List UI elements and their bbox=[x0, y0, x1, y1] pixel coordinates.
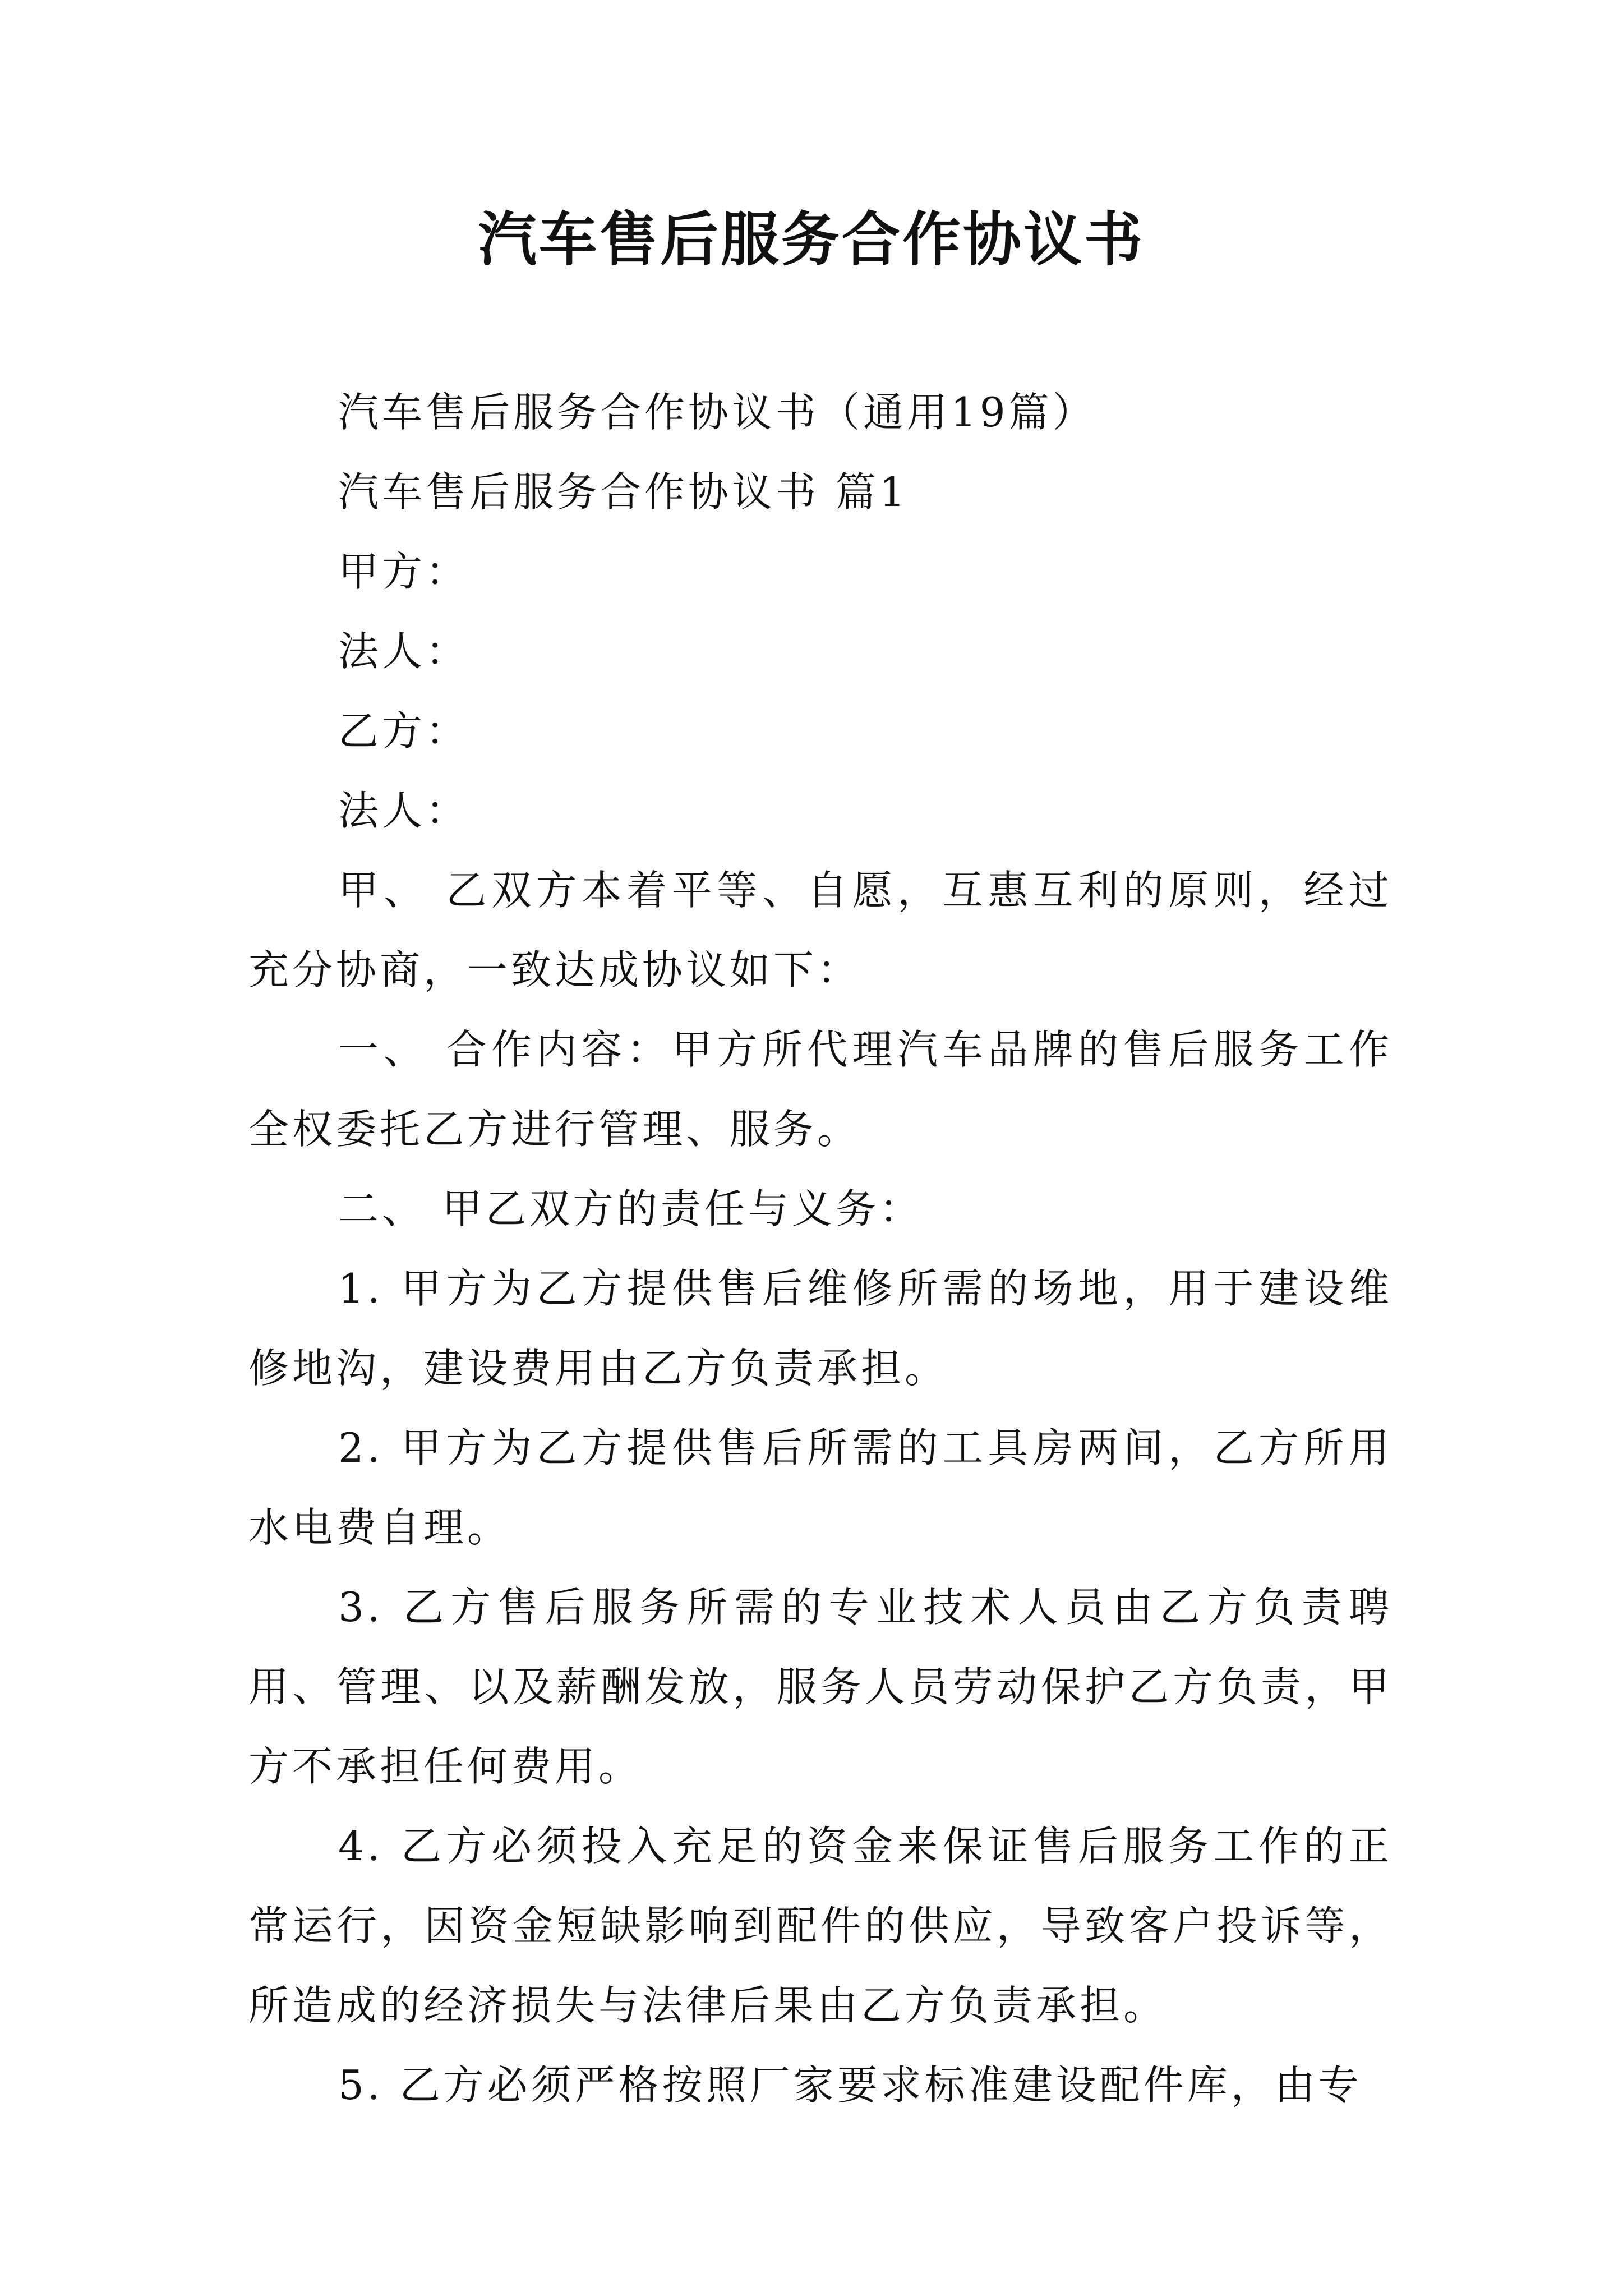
clause-cooperation-content: 一、 合作内容：甲方所代理汽车品牌的售后服务工作全权委托乙方进行管理、服务。 bbox=[248, 1026, 1393, 1153]
party-a-legal-person-label: 法人： bbox=[338, 628, 470, 675]
clause-item-5: 5. 乙方必须严格按照厂家要求标准建设配件库，由专 bbox=[338, 2062, 1362, 2109]
clause-item-2: 2. 甲方为乙方提供售后所需的工具房两间，乙方所用水电费自理。 bbox=[248, 1424, 1393, 1551]
document-title: 汽车售后服务合作协议书 bbox=[478, 205, 1145, 274]
party-a-label: 甲方： bbox=[338, 548, 470, 595]
party-b-label: 乙方： bbox=[338, 707, 470, 754]
party-b-legal-person-label: 法人： bbox=[338, 787, 470, 834]
clause-item-1: 1. 甲方为乙方提供售后维修所需的场地，用于建设维修地沟，建设费用由乙方负责承担。 bbox=[248, 1265, 1393, 1392]
document-body bbox=[248, 372, 1393, 2125]
subtitle-line: 汽车售后服务合作协议书（通用19篇） bbox=[338, 389, 1096, 436]
preamble-paragraph: 甲、 乙双方本着平等、自愿，互惠互利的原则，经过充分协商，一致达成协议如下： bbox=[248, 867, 1393, 993]
section-heading: 汽车售后服务合作协议书 篇1 bbox=[338, 468, 909, 516]
clause-responsibilities-heading: 二、 甲乙双方的责任与义务： bbox=[338, 1185, 923, 1232]
clause-item-3: 3. 乙方售后服务所需的专业技术人员由乙方负责聘用、管理、以及薪酬发放，服务人员劳动保护乙方负责，甲方不承担任何费用。 bbox=[248, 1584, 1393, 1790]
clause-item-4: 4. 乙方必须投入充足的资金来保证售后服务工作的正常运行，因资金短缺影响到配件的供应，导致客户投诉等，所造成的经济损失与法律后果由乙方负责承担。 bbox=[248, 1823, 1393, 2029]
